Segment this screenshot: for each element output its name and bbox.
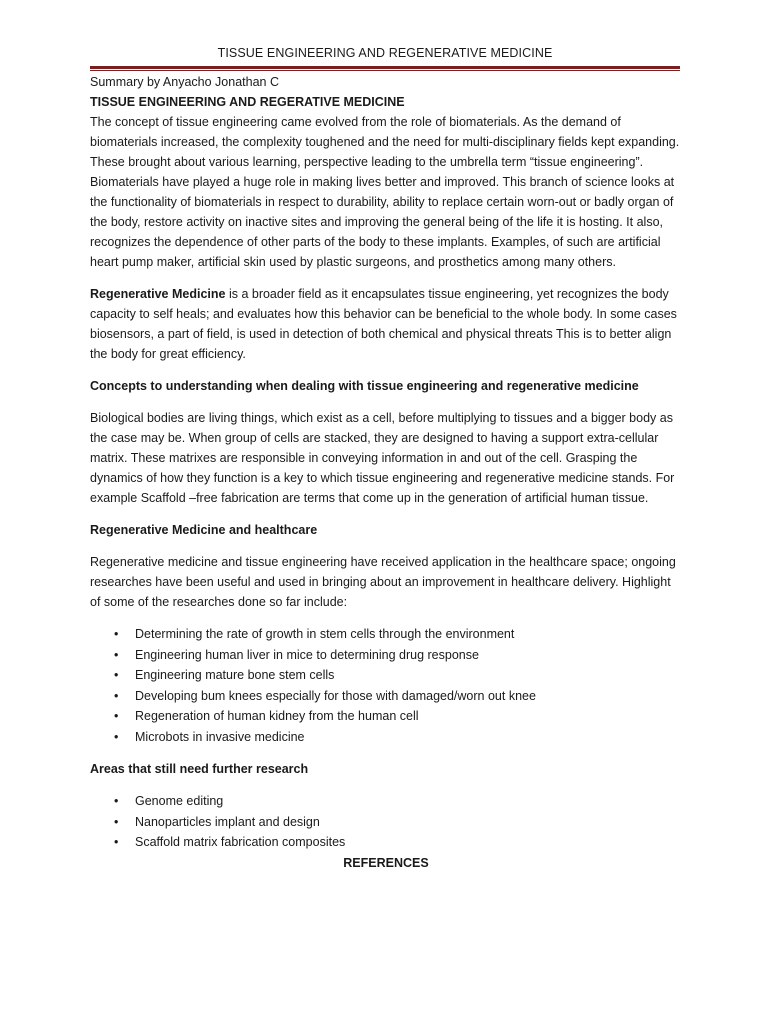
running-header: TISSUE ENGINEERING AND REGENERATIVE MEDICINE <box>217 46 553 60</box>
bullet-icon: • <box>114 627 119 641</box>
concepts-paragraph: Biological bodies are living things, which exist as a cell, before multiplying to tissues and a bigger body as the case may be. When group of cells are stacked, they are designed to having a support extra-cellular matrix. These matrixes are responsible in conveying information in and out of the cell. Grasping the dynamics of how they function is a key to which tissue engineering and regenerative medicine stands. For example Scaffold –free fabrication are terms that come up in the generation of artificial human tissue. <box>90 411 675 505</box>
document-body <box>90 72 682 885</box>
list-item: • Scaffold matrix fabrication composites <box>90 832 682 853</box>
regenerative-medicine-term: Regenerative Medicine <box>90 287 226 301</box>
bullet-icon: • <box>114 794 119 808</box>
list-item: • Genome editing <box>90 791 682 812</box>
bullet-icon: • <box>114 814 119 829</box>
document-title: TISSUE ENGINEERING AND REGERATIVE MEDICINE <box>90 95 405 109</box>
healthcare-heading: Regenerative Medicine and healthcare <box>90 523 318 537</box>
bullet-icon: • <box>114 709 119 723</box>
healthcare-paragraph: Regenerative medicine and tissue engineering have received application in the healthcare space; ongoing researches have been useful and used in bringing about an improvement in healthcare delivery. Highlight of some of the researches done so far include: <box>90 555 676 609</box>
list-item: • Engineering mature bone stem cells <box>90 665 682 686</box>
further-research-heading: Areas that still need further research <box>90 762 309 776</box>
research-list <box>90 624 682 747</box>
bullet-icon: • <box>114 688 119 703</box>
bullet-icon: • <box>114 668 119 682</box>
regenerative-medicine-paragraph <box>90 284 682 364</box>
concepts-heading: Concepts to understanding when dealing with tissue engineering and regenerative medicine <box>90 379 639 393</box>
list-item: • Engineering human liver in mice to determining drug response <box>90 645 682 666</box>
bullet-icon: • <box>114 647 119 662</box>
bullet-icon: • <box>114 729 119 744</box>
author-line: Summary by Anyacho Jonathan C <box>90 75 279 89</box>
list-item: • Nanoparticles implant and design <box>90 812 682 833</box>
bullet-icon: • <box>114 835 119 849</box>
further-research-list <box>90 791 682 853</box>
list-item: • Determining the rate of growth in stem cells through the environment <box>90 624 682 645</box>
list-item: • Microbots in invasive medicine <box>90 727 682 748</box>
list-item: • Regeneration of human kidney from the human cell <box>90 706 682 727</box>
list-item: • Developing bum knees especially for those with damaged/worn out knee <box>90 686 682 707</box>
regenerative-medicine-text: is a broader field as it encapsulates tissue engineering, yet recognizes the body capacity to self heals; and evaluates how this behavior can be beneficial to the whole body. In some cases biosensors, a part of field, is used in detection of both chemical and physical threats This is to better align the body for great efficiency. <box>90 287 677 361</box>
intro-paragraph: The concept of tissue engineering came evolved from the role of biomaterials. As the demand of biomaterials increased, the complexity toughened and the need for multi-disciplinary fields kept expanding. These brought about various learning, perspective leading to the umbrella term “tissue engineering”. Biomaterials have played a huge role in making lives better and improved. This branch of science looks at the functionality of biomaterials in respect to durability, ability to replace certain worn-out or badly organ of the body, restore activity on inactive sites and improving the general being of the life it is hosting. It also, recognizes the dependence of other parts of the body to these implants. Examples, of such are artificial heart pump maker, artificial skin used by plastic surgeons, and prosthetics among many others. <box>90 115 680 269</box>
references-heading: REFERENCES <box>343 855 429 870</box>
header-rule-thick <box>90 66 680 69</box>
header-rule-thin <box>90 70 680 71</box>
